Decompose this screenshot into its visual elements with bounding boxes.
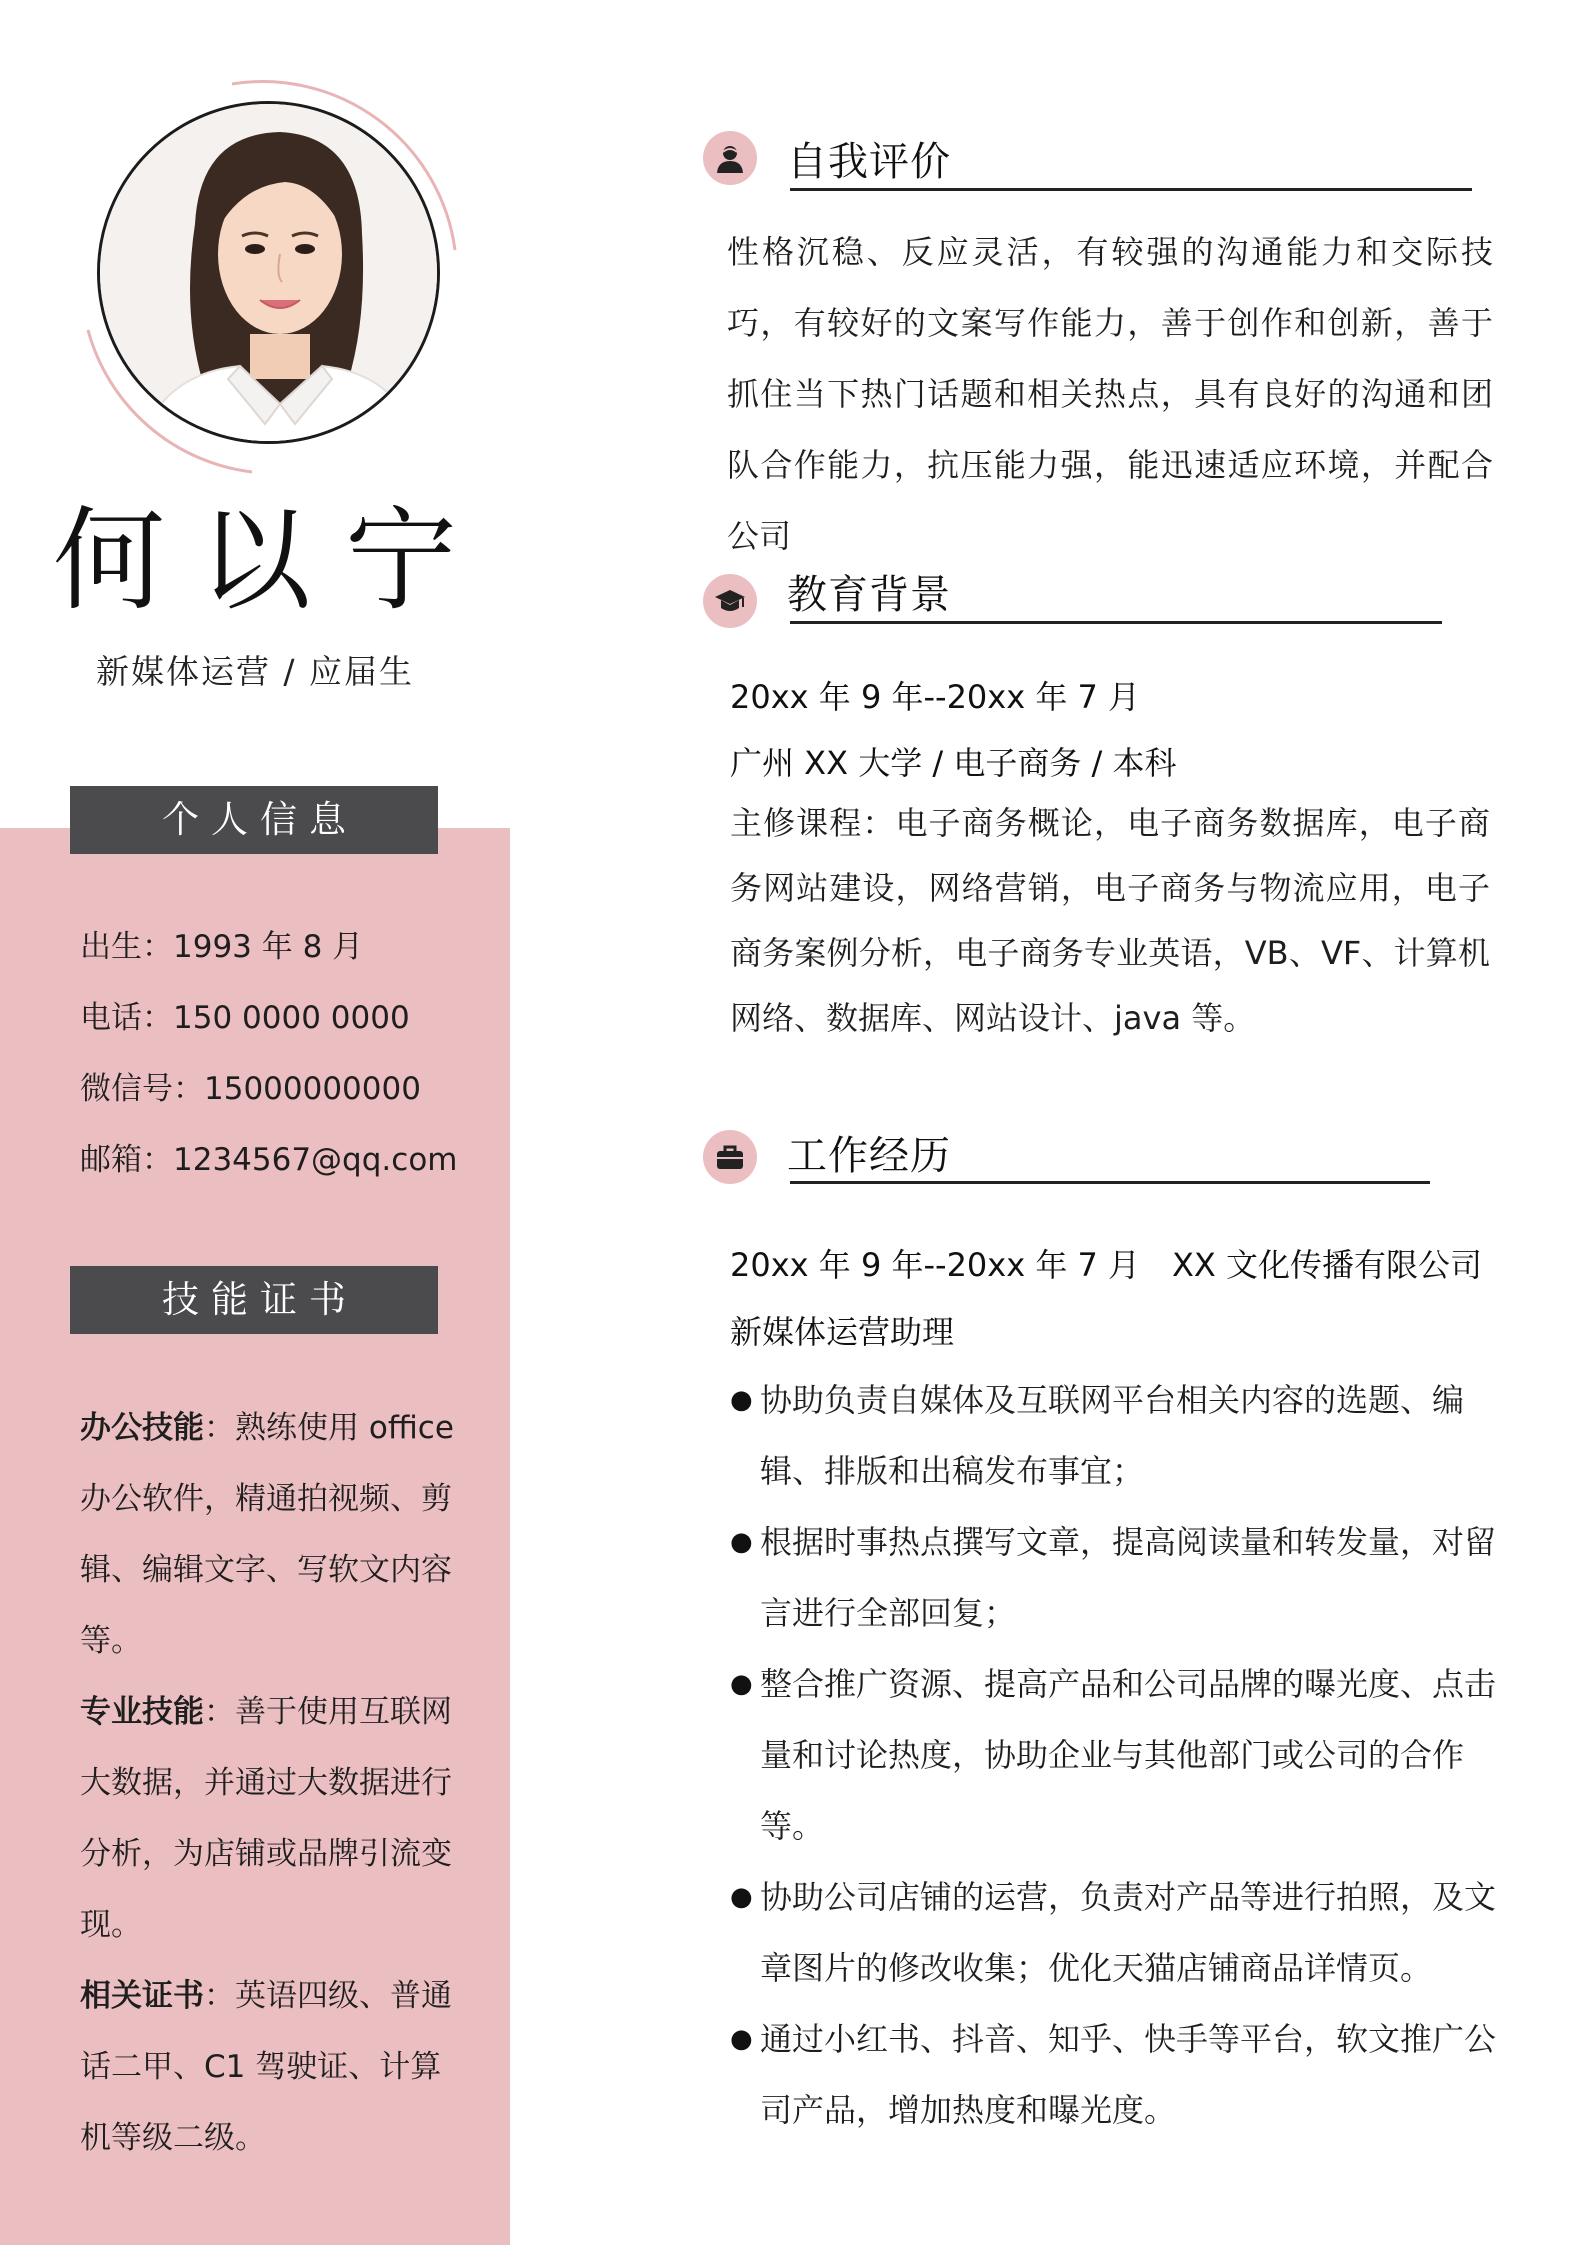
duty-item: ● 通过小红书、抖音、知乎、快手等平台，软文推广公司产品，增加热度和曝光度。 xyxy=(730,2004,1496,2146)
info-birth: 出生：1993 年 8 月 xyxy=(80,929,364,965)
skill-certificates xyxy=(80,1961,456,2174)
info-email: 邮箱：1234567@qq.com xyxy=(80,1142,458,1178)
skill-office xyxy=(80,1393,456,1677)
duty-item: ● 协助负责自媒体及互联网平台相关内容的选题、编辑、排版和出稿发布事宜； xyxy=(730,1365,1496,1507)
self-eval-title: 自我评价 xyxy=(787,139,951,185)
work-duties xyxy=(730,1365,1496,2146)
education-title: 教育背景 xyxy=(787,572,951,618)
work-position: 新媒体运营助理 xyxy=(730,1313,955,1351)
info-phone: 电话：150 0000 0000 xyxy=(80,1000,410,1036)
skill-separator: ： xyxy=(204,1410,235,1446)
personal-info-list xyxy=(80,912,500,1196)
self-eval-text: 性格沉稳、反应灵活，有较强的沟通能力和交际技巧，有较好的文案写作能力，善于创作和创新，善于抓住当下热门话题和相关热点，具有良好的沟通和团队合作能力，抗压能力强，能迅速适应环境，并配合公司 xyxy=(727,233,1493,555)
skill-text: 英语四级、普通话二甲、C1 驾驶证、计算机等级二级。 xyxy=(80,1978,452,2156)
education-courses: 主修课程：电子商务概论，电子商务数据库，电子商务网站建设，网络营销，电子商务与物流应用，电子商务案例分析，电子商务专业英语，VB、VF、计算机网络、数据库、网站设计、java 等。 xyxy=(730,804,1490,1037)
education-period: 20xx 年 9 年--20xx 年 7 月 xyxy=(730,678,1141,716)
section-divider xyxy=(790,188,1472,191)
candidate-role: 新媒体运营 / 应届生 xyxy=(95,652,415,691)
work-period: 20xx 年 9 年--20xx 年 7 月 xyxy=(730,1246,1141,1284)
skill-label: 专业技能 xyxy=(80,1694,204,1730)
skill-separator: ： xyxy=(204,1694,235,1730)
candidate-name: 何以宁 xyxy=(53,496,491,626)
user-icon xyxy=(703,131,757,185)
section-divider xyxy=(790,1181,1430,1184)
duty-item: ● 根据时事热点撰写文章，提高阅读量和转发量，对留言进行全部回复； xyxy=(730,1507,1496,1649)
graduation-cap-icon xyxy=(703,574,757,628)
education-school: 广州 XX 大学 / 电子商务 / 本科 xyxy=(730,744,1177,782)
profile-photo xyxy=(97,101,440,444)
info-wechat: 微信号：15000000000 xyxy=(80,1071,421,1107)
skills-title: 技能证书 xyxy=(70,1266,438,1334)
skill-text: 善于使用互联网大数据，并通过大数据进行分析，为店铺或品牌引流变现。 xyxy=(80,1694,452,1943)
skill-separator: ： xyxy=(204,1978,235,2014)
duty-item: ● 整合推广资源、提高产品和公司品牌的曝光度、点击量和讨论热度，协助企业与其他部门或公司的合作等。 xyxy=(730,1649,1496,1862)
skills-section xyxy=(80,1393,456,2174)
skill-text: 熟练使用 office 办公软件，精通拍视频、剪辑、编辑文字、写软文内容等。 xyxy=(80,1410,454,1659)
duty-item: ● 协助公司店铺的运营，负责对产品等进行拍照，及文章图片的修改收集；优化天猫店铺商品详情页。 xyxy=(730,1862,1496,2004)
personal-info-title: 个人信息 xyxy=(70,786,438,854)
skill-professional xyxy=(80,1677,456,1961)
section-divider xyxy=(790,621,1442,624)
avatar-illustration xyxy=(100,104,440,444)
briefcase-icon xyxy=(703,1130,757,1184)
skill-label: 办公技能 xyxy=(80,1410,204,1446)
work-title: 工作经历 xyxy=(787,1133,951,1179)
skill-label: 相关证书 xyxy=(80,1978,204,2014)
work-company: XX 文化传播有限公司 xyxy=(1171,1246,1482,1284)
